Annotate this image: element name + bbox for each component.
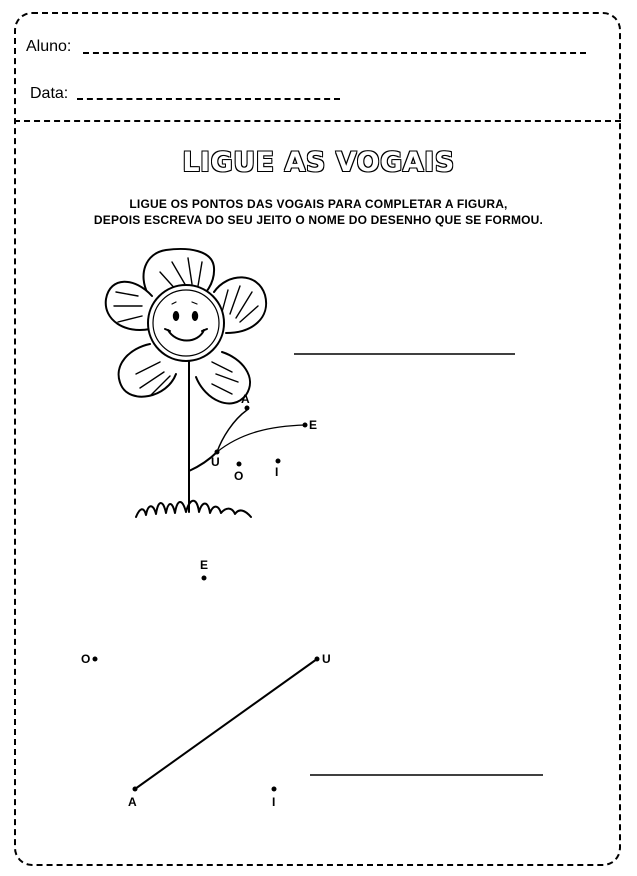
exercise1-dots — [211, 392, 317, 483]
dot-a-1-label: A — [241, 392, 250, 406]
dot-u-2[interactable] — [315, 657, 320, 662]
dot-i-2[interactable] — [272, 787, 277, 792]
instruction-line-1: LIGUE OS PONTOS DAS VOGAIS PARA COMPLETAR A FIGURA, — [129, 197, 508, 211]
date-label: Data: — [30, 85, 69, 102]
dot-i-1[interactable] — [276, 459, 281, 464]
dot-o-2[interactable] — [93, 657, 98, 662]
dot-u-1-label: U — [211, 455, 220, 469]
dot-o-1[interactable] — [237, 462, 242, 467]
dot-o-1-label: O — [234, 469, 244, 483]
dot-e-1[interactable] — [303, 423, 308, 428]
dot-i-1-label: I — [275, 465, 279, 479]
connector-a-u — [135, 659, 317, 789]
dot-e-1-label: E — [309, 418, 318, 432]
instruction-line-2: DEPOIS ESCREVA DO SEU JEITO O NOME DO DESENHO QUE SE FORMOU. — [93, 213, 544, 227]
dot-e-2-label: E — [200, 558, 209, 572]
exercise2-dots — [81, 558, 331, 809]
dot-o-2-label: O — [81, 652, 91, 666]
dot-i-2-label: I — [272, 795, 276, 809]
dot-e-2[interactable] — [202, 576, 207, 581]
student-name-label: Aluno: — [26, 38, 72, 55]
page-title: LIGUE AS VOGAIS — [182, 147, 455, 178]
dot-a-1[interactable] — [245, 406, 250, 411]
dot-a-2[interactable] — [133, 787, 138, 792]
dot-u-2-label: U — [322, 652, 331, 666]
dot-a-2-label: A — [128, 795, 137, 809]
dot-u-1[interactable] — [215, 450, 220, 455]
